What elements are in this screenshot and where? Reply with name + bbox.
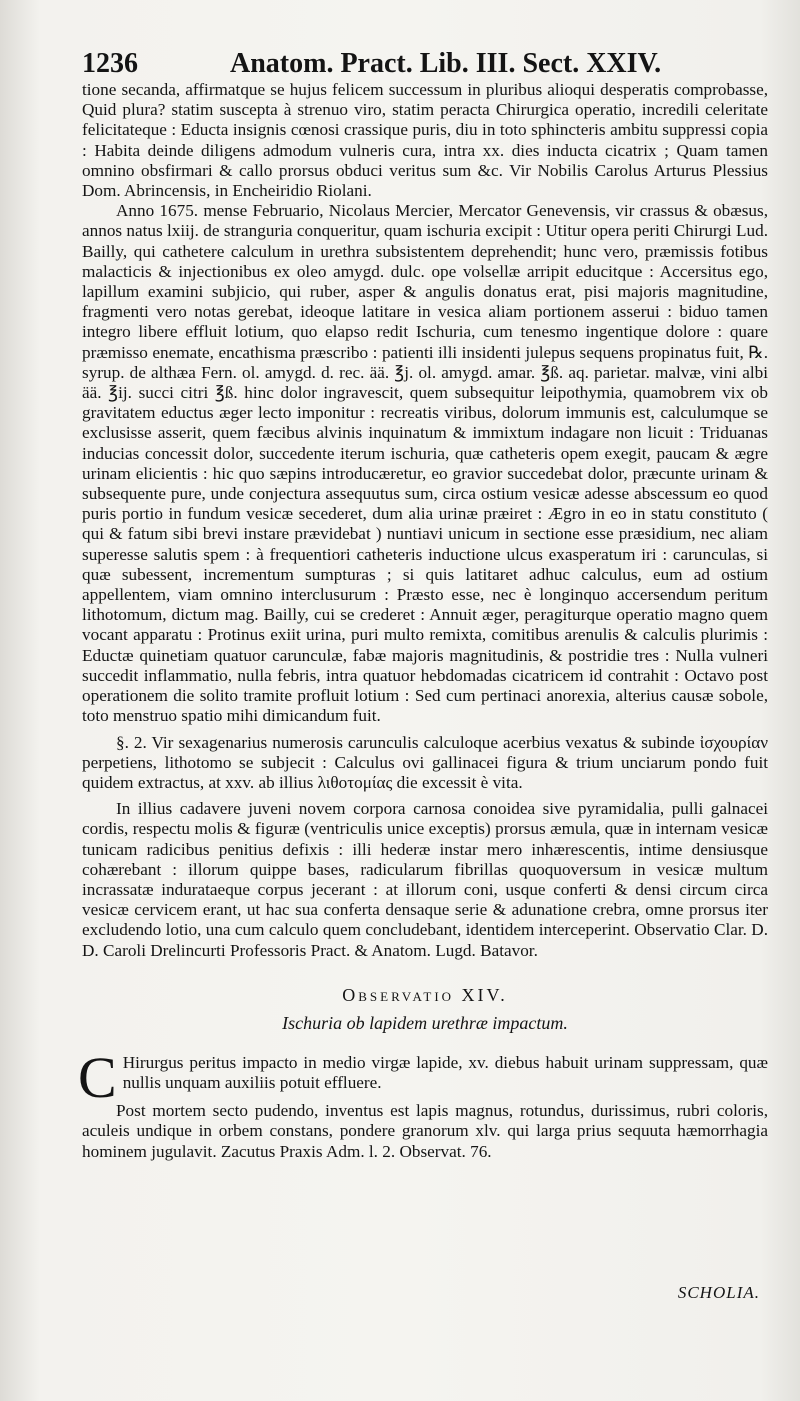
catchword: SCHOLIA. <box>677 1283 760 1302</box>
paragraph-continued: tione secanda, affirmatque se hujus felicem successum in pluribus alioqui desperatis comprobasse, Quid plura? statim suscepta à strenuo viro, statim peracta Chirurgica operatio, incredili celeritate felicitateque : Educta insignis cœnosi crassique puris, diu in toto sphincteris ambitu suppressi copia : Habita deinde diligens admodum vulneris cura, intra xx. dies inducta cicatrix ; Quam tamen omnino obsfirmari & callo prorsus obduci veritus sum &c. Vir Nobilis Carolus Arturus Plessius Dom. Abrincensis, in Encheiridio Riolani. <box>82 80 768 201</box>
running-header <box>82 48 772 80</box>
paragraph-cadaver: In illius cadavere juveni novem corpora carnosa conoidea sive pyramidalia, pulli galnacei cordis, respectu molis & figuræ (ventriculis unice exceptis) prorsus æmula, quæ in internam vesicæ tunicam radicibus penitius defixis : illi hederæ instar mero inhærescentis, intime densiusque cohærebant : illorum quippe bases, radicularum fibrillas quoquoversum in vesicæ multum incrassatæ indurataeque corpus jecerant : at illorum coni, usque conferti & densi circum circa vesicæ cervicem erant, ut hac sua conferta densaque serie & adunatione crebra, omne prorsus iter excludendo lotio, una cum calculo quem concludebant, identidem interceperint. Observatio Clar. D. D. Caroli Drelincurti Professoris Pract. & Anatom. Lugd. Batavor. <box>82 799 768 960</box>
observation-heading: Observatio XIV. <box>342 984 508 1005</box>
page-number: 1236 <box>82 48 138 79</box>
paragraph-post-mortem: Post mortem secto pudendo, inventus est lapis magnus, rotundus, durissimus, rubri coloris, aculeis undique in orbem constans, pondere granorum xlv. qui larga prius sequuta hæmorrhagia hominem jugulavit. Zacutus Praxis Adm. l. 2. Observat. 76. <box>82 1101 768 1161</box>
drop-cap: C <box>78 1045 117 1111</box>
running-title: Anatom. Pract. Lib. III. Sect. XXIV. <box>230 48 662 79</box>
observation-subtitle: Ischuria ob lapidem urethræ impactum. <box>282 1012 568 1033</box>
paragraph-chirurgus <box>78 1045 768 1111</box>
text-block <box>78 80 768 1162</box>
paragraph-case-1675: Anno 1675. mense Februario, Nicolaus Mercier, Mercator Genevensis, vir crassus & obæsus, annos natus lxiij. de stranguria conqueritur, quam ischuria excipit : Utitur opera periti Chirurgi Lud. Bailly, qui cathetere calculum in urethra subsistentem deprehendit; hunc vero, præmissis fotibus malacticis & injectionibus ex oleo amygd. dulc. ope volsellæ arripit educitque : Accersitus ego, lapillum examini subjicio, qui ruber, asper & angulis donatus erat, pisi majoris magnitudine, fragmenti vero notas gerebat, ideoque latitare in vesica aliam portionem asserui : biduo tamen integro libere effluit lotium, quo elapso redit Ischuria, cum tenesmo ingentique dolore : quare præmisso enemate, encathisma præscribo : patienti illi insidenti julepus sequens propinatus fuit, ℞. syrup. de althæa Fern. ol. amygd. d. rec. ää. ℥j. ol. amygd. amar. ℥ß. aq. parietar. malvæ, vini albi ää. ℥ij. succi citri ℥ß. hinc dolor ingravescit, quem subsequitur leipothymia, quamobrem vix ob gravitatem eductus æger lecto imponitur : recreatis viribus, dolorum immunis est, calculumque se exclusisse asserit, quem fæcibus alvinis inquinatum & immixtum indagare non licuit : Triduanas inducias concessit dolor, succedente iterum ischuria, quæ catheteris opem exegit, paucam & ægre urinam elicientis : hic quo sæpins introducæretur, eo gravior succedebat dolor, præcunte urinam & subsequente pure, unde conjectura assequutus sum, circa ostium vesicæ adesse abscessum eo quod puris portio in fundum vesicæ secederet, dum alia urinæ præiret : Ægro in eo in statu constituto ( qui & fatum sibi brevi instare prævidebat ) nuntiavi unicum in sectione esse præsidium, nec aliam superesse salutis spem : à frequentiori catheteris inductione ulcus exasperatum iri : carunculas, si quæ subessent, incrementum sumpturas ; si quis latitaret adhuc calculus, eum ad ostium appellentem, viam omnino interclusurum : Præsto esse, nec è longinquo accersendum peritum lithotomum, dictum mag. Bailly, cui se crederet : Annuit æger, peragiturque operatio magno quem vocant apparatu : Protinus exiit urina, puri multo remixta, comitibus arenulis & calculis plurimis : Eductæ quinetiam quatuor carunculæ, fabæ majoris magnitudinis, & postridie tres : Nulla vulneri succedit inflammatio, nulla febris, intra quatuor hebdomadas cicatricem id contrahit : Octavo post operationem die solito tramite profluit lotium : Sed cum pertinaci anorexia, alterius causæ sobole, toto menstruo spatio mihi dimicandum fuit. <box>82 201 768 726</box>
paragraph-section-2: §. 2. Vir sexagenarius numerosis carunculis calculoque acerbius vexatus & subinde ἰσχουρίαν perpetiens, lithotomo se subjecit : Calculus ovi gallinacei figura & trium unciarum pondo fuit quidem extractus, at xxv. ab illius λιθοτομίας die excessit è vita. <box>82 732 768 792</box>
paragraph-chirurgus-text: Hirurgus peritus impacto in medio virgæ lapide, xv. diebus habuit urinam suppressam, quæ nullis unquam auxiliis potuit effluere. <box>122 1053 768 1093</box>
